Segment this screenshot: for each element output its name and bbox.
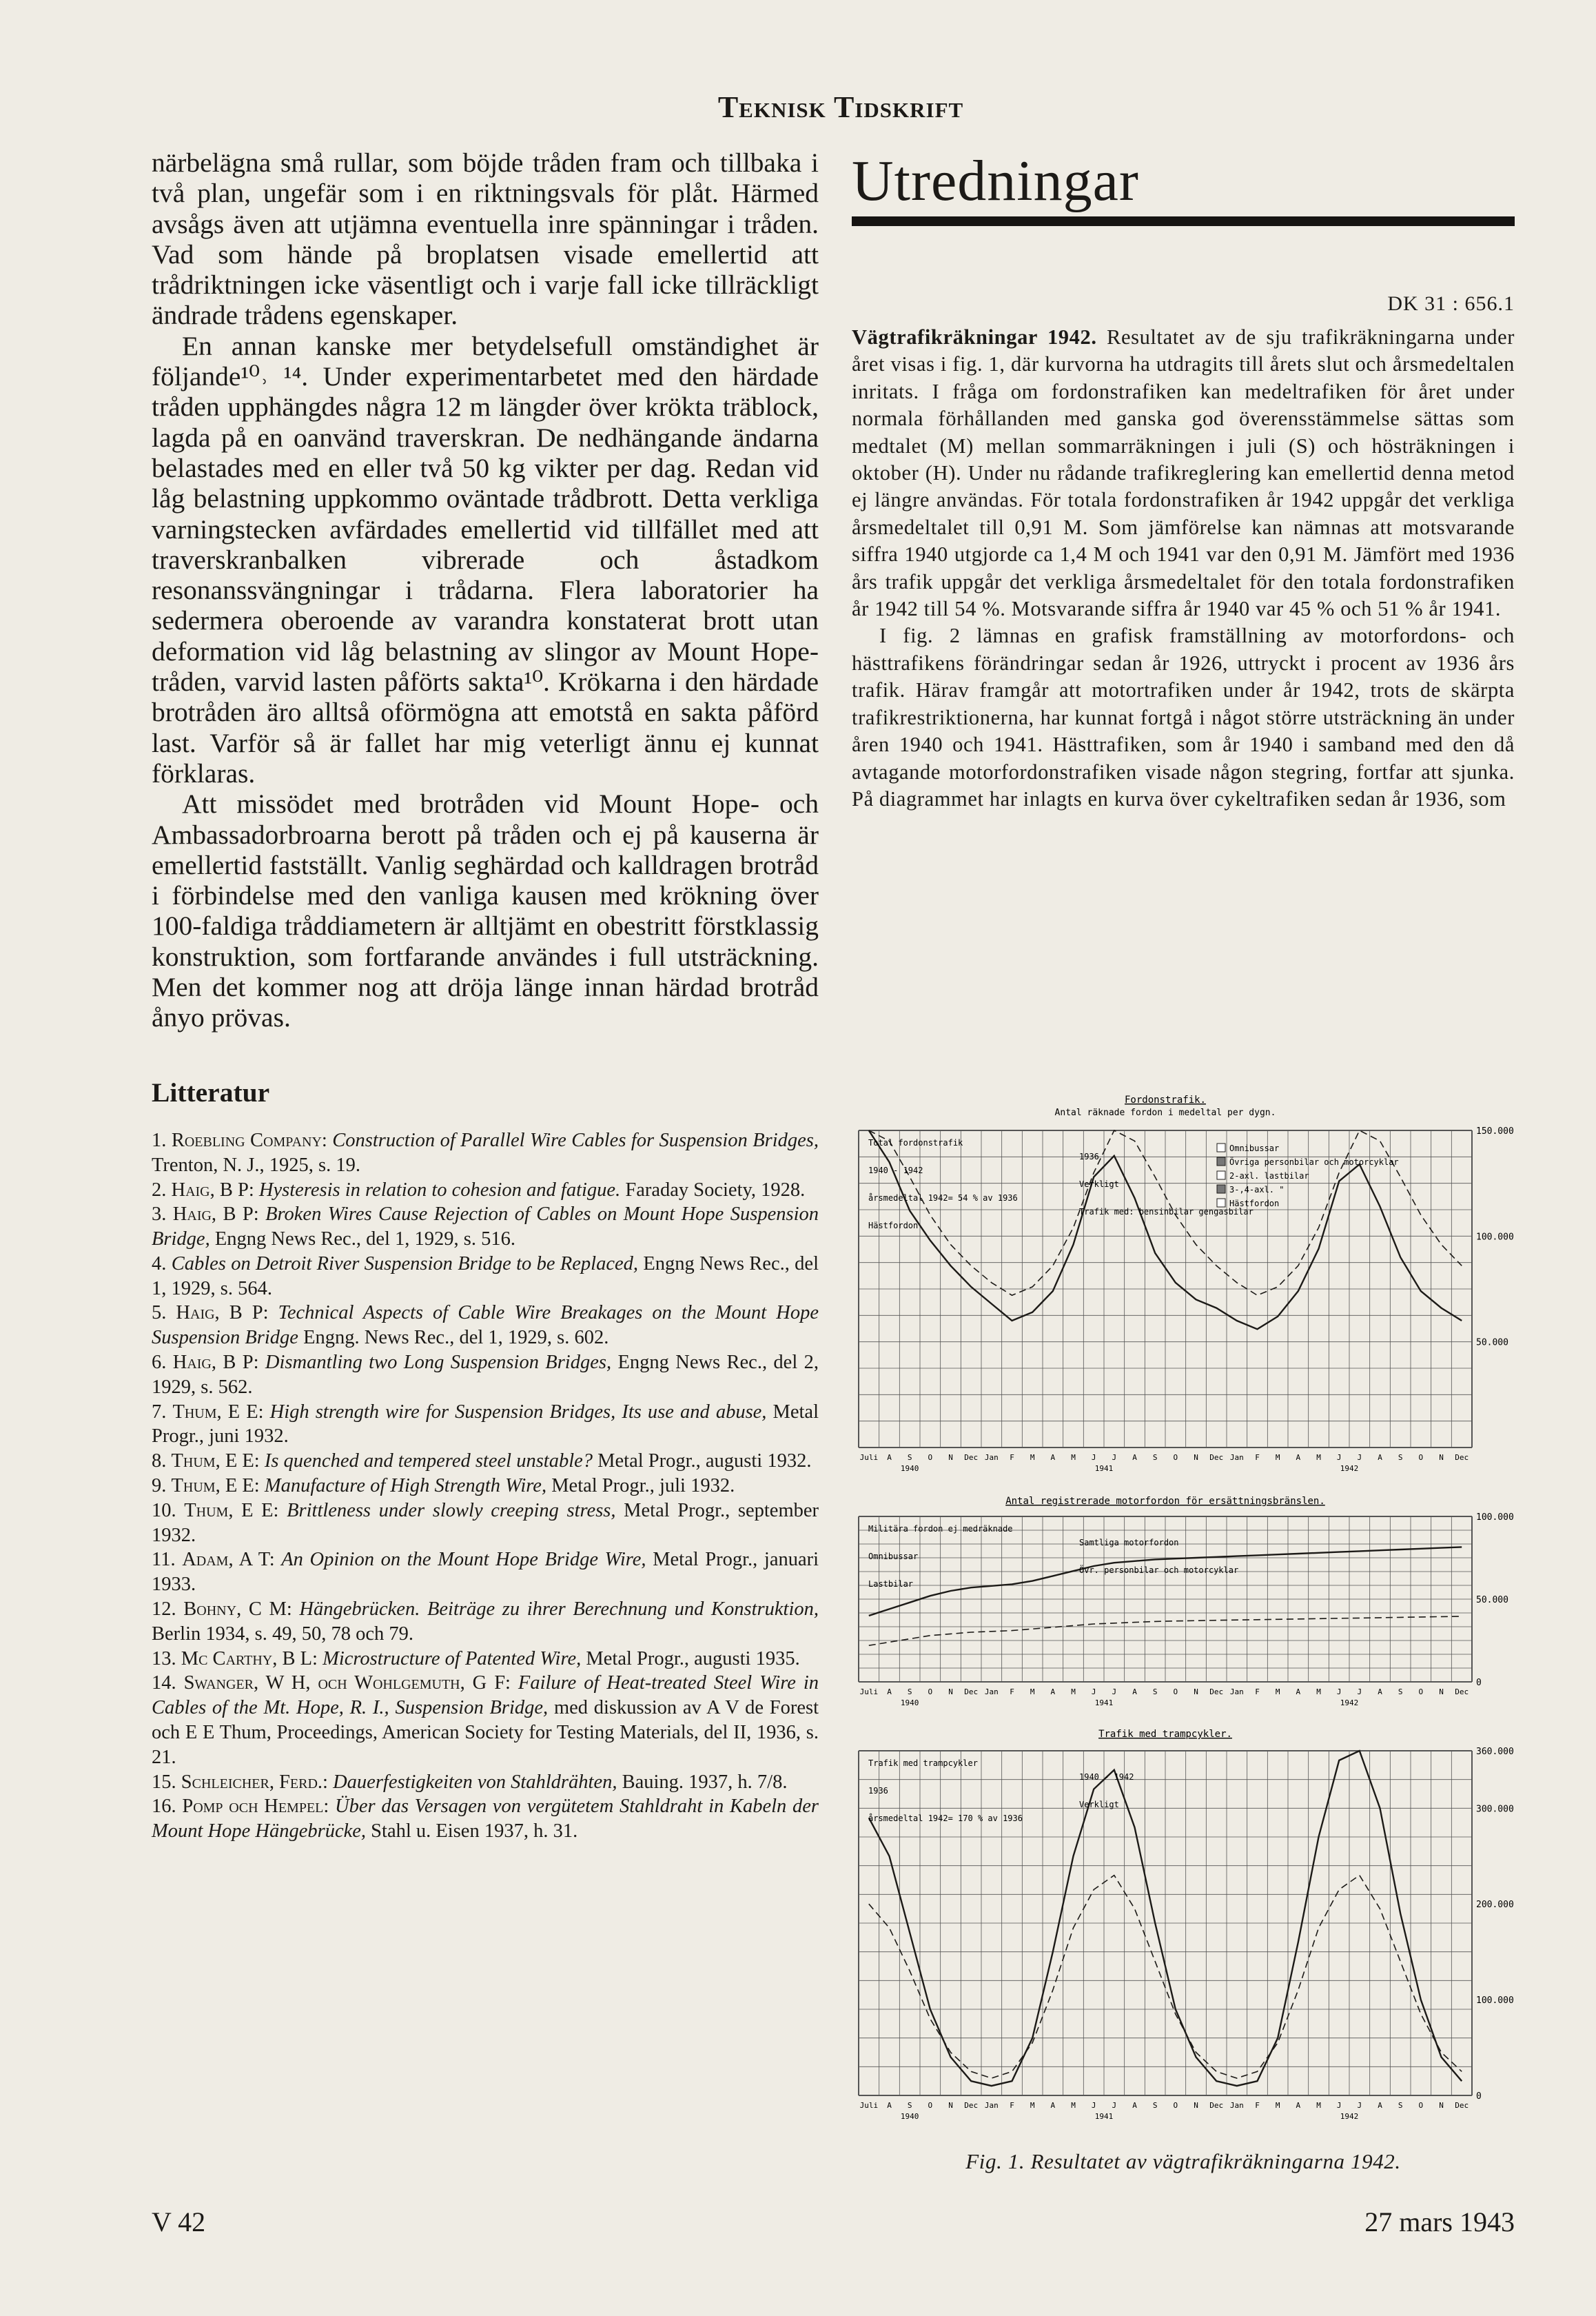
month-label: J xyxy=(1357,1453,1362,1462)
year-label: 1942 xyxy=(1340,1698,1359,1707)
y-tick-label: 300.000 xyxy=(1476,1804,1514,1815)
reference-title: Microstructure of Patented Wire, xyxy=(323,1647,582,1669)
reference-item xyxy=(152,1647,819,1672)
reference-title: Dauerfestigkeiten von Stahldrähten, xyxy=(333,1771,617,1793)
reference-number: 10. xyxy=(152,1499,176,1521)
legend-entry: Hästfordon xyxy=(1229,1199,1280,1208)
month-label: S xyxy=(1152,1453,1158,1462)
month-label: Jan xyxy=(1229,1687,1244,1696)
month-label: N xyxy=(1439,1453,1444,1462)
chart-annotation: Samtliga motorfordon xyxy=(1079,1538,1179,1547)
month-label: M xyxy=(1316,1453,1321,1462)
month-label: M xyxy=(1316,2101,1321,2110)
chart-annotation: Hästfordon xyxy=(868,1221,919,1230)
legend-entry: Omnibussar xyxy=(1229,1144,1280,1153)
panel-title: Trafik med trampcykler. xyxy=(1098,1729,1232,1740)
reference-source: Stahl u. Eisen 1937, h. 31. xyxy=(371,1820,578,1842)
month-label: M xyxy=(1275,2101,1280,2110)
month-label: J xyxy=(1336,1453,1342,1462)
chart-annotation: Övr. personbilar och motorcyklar xyxy=(1079,1565,1239,1575)
chart-annotation: 1940 - 1942 xyxy=(868,1166,923,1175)
reference-number: 1. xyxy=(152,1129,167,1151)
month-label: N xyxy=(1439,2101,1444,2110)
month-label: M xyxy=(1071,1453,1076,1462)
month-label: Jan xyxy=(984,1453,999,1462)
year-label: 1941 xyxy=(1094,1698,1114,1707)
month-label: A xyxy=(1132,2101,1137,2110)
reference-title: Hängebrücken. Beiträge zu ihrer Berechnung und Konstruktion, xyxy=(299,1598,819,1621)
month-label: O xyxy=(928,2101,933,2110)
page-number: V 42 xyxy=(152,2206,206,2237)
reference-item xyxy=(152,1597,819,1647)
reference-source: Berlin 1934, s. 49, 50, 78 och 79. xyxy=(152,1623,413,1645)
chart-annotation: Militära fordon ej medräknade xyxy=(868,1524,1013,1534)
reference-item xyxy=(152,1350,819,1400)
month-label: N xyxy=(1439,1687,1444,1696)
legend-swatch xyxy=(1217,1171,1225,1179)
reference-source: Engng News Rec., del 1, 1929, s. 516. xyxy=(214,1228,515,1250)
reference-item xyxy=(152,1547,819,1597)
reference-source: Metal Progr., augusti 1932. xyxy=(597,1450,812,1472)
reference-item xyxy=(152,1474,819,1499)
month-label: N xyxy=(1194,1687,1198,1696)
month-label: S xyxy=(907,1453,912,1462)
legend-entry: 3-,4-axl. " xyxy=(1229,1185,1285,1195)
chart-annotation: årsmedeltal 1942= 54 % av 1936 xyxy=(868,1193,1018,1203)
reference-number: 3. xyxy=(152,1203,167,1226)
month-label: M xyxy=(1316,1687,1321,1696)
chart-annotation: Omnibussar xyxy=(868,1552,919,1561)
year-label: 1941 xyxy=(1094,1464,1114,1473)
month-label: O xyxy=(1173,2101,1178,2110)
reference-item xyxy=(152,1252,819,1301)
month-label: A xyxy=(1378,2101,1382,2110)
month-label: J xyxy=(1112,1453,1117,1462)
reference-number: 12. xyxy=(152,1598,176,1621)
reference-item xyxy=(152,1202,819,1252)
reference-source: Engng News Rec., del 1, 1929, s. 564. xyxy=(152,1252,819,1299)
reference-item xyxy=(152,1671,819,1769)
reference-source: Faraday Society, 1928. xyxy=(625,1179,806,1201)
title-rule xyxy=(852,216,1515,226)
section-title: Utredningar xyxy=(852,149,1139,213)
reference-author: Thum, E E: xyxy=(171,1450,260,1472)
reference-number: 15. xyxy=(152,1771,176,1793)
chart-annotation: Trafik med trampcykler xyxy=(868,1758,978,1768)
month-label: A xyxy=(1132,1453,1137,1462)
reference-title: An Opinion on the Mount Hope Bridge Wire, xyxy=(281,1549,646,1571)
article-heading: Vägtrafikräkningar 1942. xyxy=(852,325,1097,349)
reference-author: Haig, B P: xyxy=(172,1203,259,1226)
literature-heading: Litteratur xyxy=(152,1077,270,1108)
dk-classification: DK 31 : 656.1 xyxy=(1387,292,1515,315)
year-label: 1940 xyxy=(900,1464,919,1473)
month-label: J xyxy=(1091,1687,1096,1696)
reference-source: Bauing. 1937, h. 7/8. xyxy=(622,1771,788,1793)
reference-title: Is quenched and tempered steel unstable? xyxy=(264,1450,593,1472)
month-label: N xyxy=(1194,2101,1198,2110)
chart-annotation: 1936 xyxy=(1079,1152,1099,1161)
month-label: S xyxy=(1152,1687,1158,1696)
reference-author: Bohny, C M: xyxy=(183,1598,292,1621)
month-label: Dec xyxy=(1209,1687,1224,1696)
month-label: A xyxy=(1050,2101,1056,2110)
reference-author: Schleicher, Ferd.: xyxy=(181,1771,328,1793)
reference-item xyxy=(152,1128,819,1178)
chart-annotation: Trafik med: bensinbilar gengasbilar xyxy=(1079,1207,1254,1217)
y-tick-label: 100.000 xyxy=(1476,1995,1514,2007)
reference-author: Haig, B P: xyxy=(171,1179,254,1201)
month-label: Jan xyxy=(1229,2101,1244,2110)
reference-author: Haig, B P: xyxy=(176,1302,269,1324)
reference-author: Swanger, W H, och Wohlgemuth, G F: xyxy=(183,1672,511,1694)
month-label: M xyxy=(1030,1453,1035,1462)
y-tick-label: 100.000 xyxy=(1476,1232,1514,1243)
reference-author: Roebling Company: xyxy=(171,1129,327,1151)
issue-date: 27 mars 1943 xyxy=(1364,2206,1515,2237)
reference-title: Technical Aspects of Cable Wire Breakages on the Mount Hope Suspension Bridge xyxy=(152,1302,819,1349)
reference-title: Manufacture of High Strength Wire, xyxy=(264,1475,547,1497)
reference-source: Metal Progr., augusti 1935. xyxy=(586,1647,800,1669)
right-column xyxy=(852,324,1515,813)
panel-title: Fordonstrafik. xyxy=(1124,1095,1207,1106)
reference-number: 8. xyxy=(152,1450,167,1472)
left-column xyxy=(152,148,819,1844)
month-label: A xyxy=(1050,1687,1056,1696)
y-tick-label: 0 xyxy=(1476,1678,1482,1688)
reference-author: Thum, E E: xyxy=(172,1401,264,1423)
reference-author: Mc Carthy, B L: xyxy=(181,1647,318,1669)
reference-source: med diskussion av A V de Forest och E E Thum, Proceedings, American Society for Testing Materials, del II, 1936, s. 21. xyxy=(152,1697,819,1768)
chart-annotation: 1940 - 1942 xyxy=(1079,1772,1134,1782)
reference-number: 11. xyxy=(152,1549,176,1571)
month-label: J xyxy=(1336,2101,1342,2110)
left-paragraph: närbelägna små rullar, som böjde tråden fram och tillbaka i två plan, ungefär som i en riktningsvals för plåt. Härmed avsågs även att utjämna eventuella inre spänningar i tråden. Vad som hände på broplatsen visade emellertid att trådriktningen icke väsentligt och i varje fall icke tillräckligt ändrade trådens egenskaper. xyxy=(152,148,819,331)
month-label: Dec xyxy=(1455,1687,1469,1696)
reference-item xyxy=(152,1770,819,1795)
reference-number: 14. xyxy=(152,1672,176,1694)
year-label: 1940 xyxy=(900,1698,919,1707)
year-label: 1940 xyxy=(900,2112,919,2121)
chart-annotation: 1936 xyxy=(868,1786,888,1796)
y-tick-label: 50.000 xyxy=(1476,1595,1508,1605)
month-label: A xyxy=(1296,1687,1301,1696)
reference-number: 6. xyxy=(152,1352,167,1374)
year-label: 1942 xyxy=(1340,2112,1359,2121)
month-label: J xyxy=(1091,1453,1096,1462)
y-tick-label: 150.000 xyxy=(1476,1126,1514,1137)
legend-swatch xyxy=(1217,1199,1225,1207)
reference-title: Dismantling two Long Suspension Bridges, xyxy=(265,1352,612,1374)
legend-swatch xyxy=(1217,1144,1225,1152)
month-label: O xyxy=(1418,1453,1424,1462)
reference-title: Cables on Detroit River Suspension Bridge to be Replaced, xyxy=(171,1252,638,1274)
article-paragraph xyxy=(852,324,1515,622)
month-label: Jan xyxy=(984,1687,999,1696)
month-label: F xyxy=(1010,2101,1014,2110)
month-label: N xyxy=(948,1453,953,1462)
reference-number: 13. xyxy=(152,1647,176,1669)
month-label: N xyxy=(948,1687,953,1696)
y-tick-label: 360.000 xyxy=(1476,1747,1514,1757)
month-label: A xyxy=(1296,2101,1301,2110)
month-label: S xyxy=(1152,2101,1158,2110)
month-label: Dec xyxy=(1209,2101,1224,2110)
article-text: Resultatet av de sju trafikräkningarna under året visas i fig. 1, där kurvorna ha utdragits till årets slut och årsmedeltalen inritats. I fråga om fordonstrafiken kan medeltrafiken för året under normala förhållanden med ganska god överensstämmelse sättas som medtalet (M) mellan sommarräkningen i juli (S) och hösträkningen i oktober (H). Under nu rådande trafikreglering kan emellertid denna metod ej längre användas. För totala fordonstrafiken år 1942 uppgår det verkliga årsmedeltalet till 0,91 M. Som jämförelse kan nämnas att motsvarande siffra 1940 utgjorde ca 1,4 M och 1941 var den 0,91 M. Jämfört med 1936 års trafik uppgår det verkliga årsmedeltalet för den totala fordonstrafiken år 1942 till 54 %. Motsvarande siffra år 1940 var 45 % och 51 % år 1941. xyxy=(852,325,1515,621)
figure-1 xyxy=(852,1089,1527,2137)
month-label: N xyxy=(1194,1453,1198,1462)
month-label: M xyxy=(1030,2101,1035,2110)
reference-title: Construction of Parallel Wire Cables for Suspension Bridges, xyxy=(332,1129,819,1151)
month-label: J xyxy=(1091,2101,1096,2110)
month-label: O xyxy=(928,1687,933,1696)
month-label: S xyxy=(907,1687,912,1696)
reference-item xyxy=(152,1794,819,1844)
month-label: Jan xyxy=(984,2101,999,2110)
month-label: A xyxy=(1378,1687,1382,1696)
panel-subtitle: Antal räknade fordon i medeltal per dygn. xyxy=(1054,1108,1276,1118)
chart-annotation: Lastbilar xyxy=(868,1579,914,1589)
month-label: N xyxy=(948,2101,953,2110)
reference-number: 5. xyxy=(152,1302,167,1324)
month-label: O xyxy=(1173,1453,1178,1462)
reference-author: Thum, E E: xyxy=(171,1475,260,1497)
reference-title: Über das Versagen von vergütetem Stahldraht in Kabeln der Mount Hope Hängebrücke, xyxy=(152,1796,819,1842)
chart-annotation: Verkligt xyxy=(1079,1179,1119,1189)
left-paragraph: En annan kanske mer betydelsefull omständighet är följande¹⁰˒ ¹⁴. Under experimentarbetet med den härdade tråden upphängdes några 12 m längder över krökta träblock, lagda på en oanvänd traverskran. De nedhängande ändarna belastades med en eller två 50 kg vikter per dag. Redan vid låg belastning uppkommo oväntade trådbrott. Detta verkliga varningstecken avfärdades emellertid vid tillfället med att traverskranbalken vibrerade och åstadkom resonanssvängningar i trådarna. Flera laboratorier ha sedermera oberoende av varandra konstaterat brott utan deformation vid låg belastning av slingor av Mount Hope-tråden, varvid lasten påförts sakta¹⁰. Krökarna i den härdade brotråden äro alltså oförmögna att emotstå en sakta påförd last. Varför så är fallet har mig veterligt ännu ej kunnat förklaras. xyxy=(152,330,819,789)
reference-item xyxy=(152,1499,819,1548)
reference-item xyxy=(152,1400,819,1450)
month-label: M xyxy=(1071,1687,1076,1696)
month-label: A xyxy=(887,1453,892,1462)
month-label: S xyxy=(1398,1453,1403,1462)
year-label: 1941 xyxy=(1094,2112,1114,2121)
reference-source: Engng News Rec., del 2, 1929, s. 562. xyxy=(152,1352,819,1398)
month-label: Juli xyxy=(859,2101,879,2110)
figure-caption: Fig. 1. Resultatet av vägtrafikräkningarna 1942. xyxy=(965,2149,1401,2173)
legend-swatch xyxy=(1217,1157,1225,1166)
month-label: O xyxy=(1418,2101,1424,2110)
reference-source: Metal Progr., september 1932. xyxy=(152,1499,819,1546)
month-label: J xyxy=(1112,2101,1117,2110)
month-label: A xyxy=(1050,1453,1056,1462)
month-label: Dec xyxy=(1209,1453,1224,1462)
left-paragraph: Att missödet med brotråden vid Mount Hope- och Ambassadorbroarna berott på tråden och ej på kauserna är emellertid fastställt. Vanlig seghärdad och kalldragen brotråd i förbindelse med den vanliga kausen med krökning över 100-faldiga tråddiametern är alltjämt en obestritt förstklassig konstruktion, som fortfarande användes i full utsträckning. Men det kommer nog att dröja länge innan härdad brotråd ånyo prövas. xyxy=(152,789,819,1033)
month-label: S xyxy=(907,2101,912,2110)
reference-source: Metal Progr., juli 1932. xyxy=(551,1475,735,1497)
reference-number: 2. xyxy=(152,1179,167,1201)
reference-source: Metal Progr., juni 1932. xyxy=(152,1401,819,1448)
reference-source: Engng. News Rec., del 1, 1929, s. 602. xyxy=(303,1327,609,1349)
panel-title: Antal registrerade motorfordon för ersättningsbränslen. xyxy=(1005,1496,1325,1507)
month-label: A xyxy=(887,1687,892,1696)
reference-title: Failure of Heat-treated Steel Wire in Cables of the Mt. Hope, R. I., Suspension Bridge, xyxy=(152,1672,819,1719)
legend-entry: 2-axl. lastbilar xyxy=(1229,1171,1309,1181)
reference-title: High strength wire for Suspension Bridges, Its use and abuse, xyxy=(269,1401,767,1423)
reference-source: Trenton, N. J., 1925, s. 19. xyxy=(152,1154,360,1176)
year-label: 1942 xyxy=(1340,1464,1359,1473)
month-label: F xyxy=(1010,1687,1014,1696)
legend-swatch xyxy=(1217,1185,1225,1193)
month-label: A xyxy=(887,2101,892,2110)
reference-item xyxy=(152,1301,819,1350)
month-label: A xyxy=(1378,1453,1382,1462)
reference-list xyxy=(152,1128,819,1844)
reference-number: 9. xyxy=(152,1475,167,1497)
y-tick-label: 50.000 xyxy=(1476,1337,1508,1348)
reference-title: Hysteresis in relation to cohesion and fatigue. xyxy=(258,1179,621,1201)
month-label: F xyxy=(1255,1687,1260,1696)
reference-item xyxy=(152,1178,819,1203)
reference-number: 7. xyxy=(152,1401,167,1423)
reference-author: Thum, E E: xyxy=(184,1499,279,1521)
reference-title: Brittleness under slowly creeping stress, xyxy=(287,1499,616,1521)
chart-annotation: Verkligt xyxy=(1079,1800,1119,1809)
month-label: Dec xyxy=(1455,2101,1469,2110)
reference-title: Broken Wires Cause Rejection of Cables on Mount Hope Suspension Bridge, xyxy=(152,1203,819,1250)
month-label: Dec xyxy=(964,1687,979,1696)
journal-header: Teknisk Tidskrift xyxy=(717,90,964,124)
month-label: F xyxy=(1255,2101,1260,2110)
month-label: J xyxy=(1112,1687,1117,1696)
y-tick-label: 200.000 xyxy=(1476,1900,1514,1911)
reference-source: Metal Progr., januari 1933. xyxy=(152,1549,819,1596)
month-label: A xyxy=(1132,1687,1137,1696)
y-tick-label: 0 xyxy=(1476,2091,1482,2102)
month-label: F xyxy=(1010,1453,1014,1462)
month-label: O xyxy=(1418,1687,1424,1696)
reference-author: Haig, B P: xyxy=(172,1352,259,1374)
month-label: M xyxy=(1071,2101,1076,2110)
reference-author: Pomp och Hempel: xyxy=(182,1796,329,1818)
month-label: M xyxy=(1275,1687,1280,1696)
month-label: J xyxy=(1357,2101,1362,2110)
chart-annotation: Total fordonstrafik xyxy=(868,1138,963,1148)
month-label: Dec xyxy=(964,2101,979,2110)
month-label: O xyxy=(1173,1687,1178,1696)
y-tick-label: 100.000 xyxy=(1476,1512,1514,1523)
month-label: Jan xyxy=(1229,1453,1244,1462)
month-label: J xyxy=(1336,1687,1342,1696)
month-label: A xyxy=(1296,1453,1301,1462)
reference-item xyxy=(152,1449,819,1474)
month-label: Dec xyxy=(964,1453,979,1462)
chart-annotation: årsmedeltal 1942= 170 % av 1936 xyxy=(868,1814,1023,1823)
month-label: J xyxy=(1357,1687,1362,1696)
month-label: S xyxy=(1398,1687,1403,1696)
month-label: M xyxy=(1030,1687,1035,1696)
article-paragraph: I fig. 2 lämnas en grafisk framställning av motorfordons- och hästtrafikens förändringar sedan år 1926, uttryckt i procent av 1936 års trafik. Härav framgår att motortrafiken under år 1942, trots de skärpta trafikrestriktionerna, har kunnat fortgå i något större utsträckning än under åren 1940 och 1941. Hästtrafiken, som år 1940 i samband med den då avtagande motorfordonstrafiken visade någon stegring, fortfar att sjunka. På diagrammet har inlagts en kurva över cykeltrafiken sedan år 1936, som xyxy=(852,624,1515,811)
month-label: Juli xyxy=(859,1453,879,1462)
month-label: O xyxy=(928,1453,933,1462)
month-label: F xyxy=(1255,1453,1260,1462)
month-label: Juli xyxy=(859,1687,879,1696)
month-label: Dec xyxy=(1455,1453,1469,1462)
reference-author: Adam, A T: xyxy=(182,1549,275,1571)
month-label: M xyxy=(1275,1453,1280,1462)
reference-number: 4. xyxy=(152,1252,167,1274)
reference-number: 16. xyxy=(152,1796,176,1818)
month-label: S xyxy=(1398,2101,1403,2110)
legend-entry: Övriga personbilar och motorcyklar xyxy=(1229,1157,1399,1167)
